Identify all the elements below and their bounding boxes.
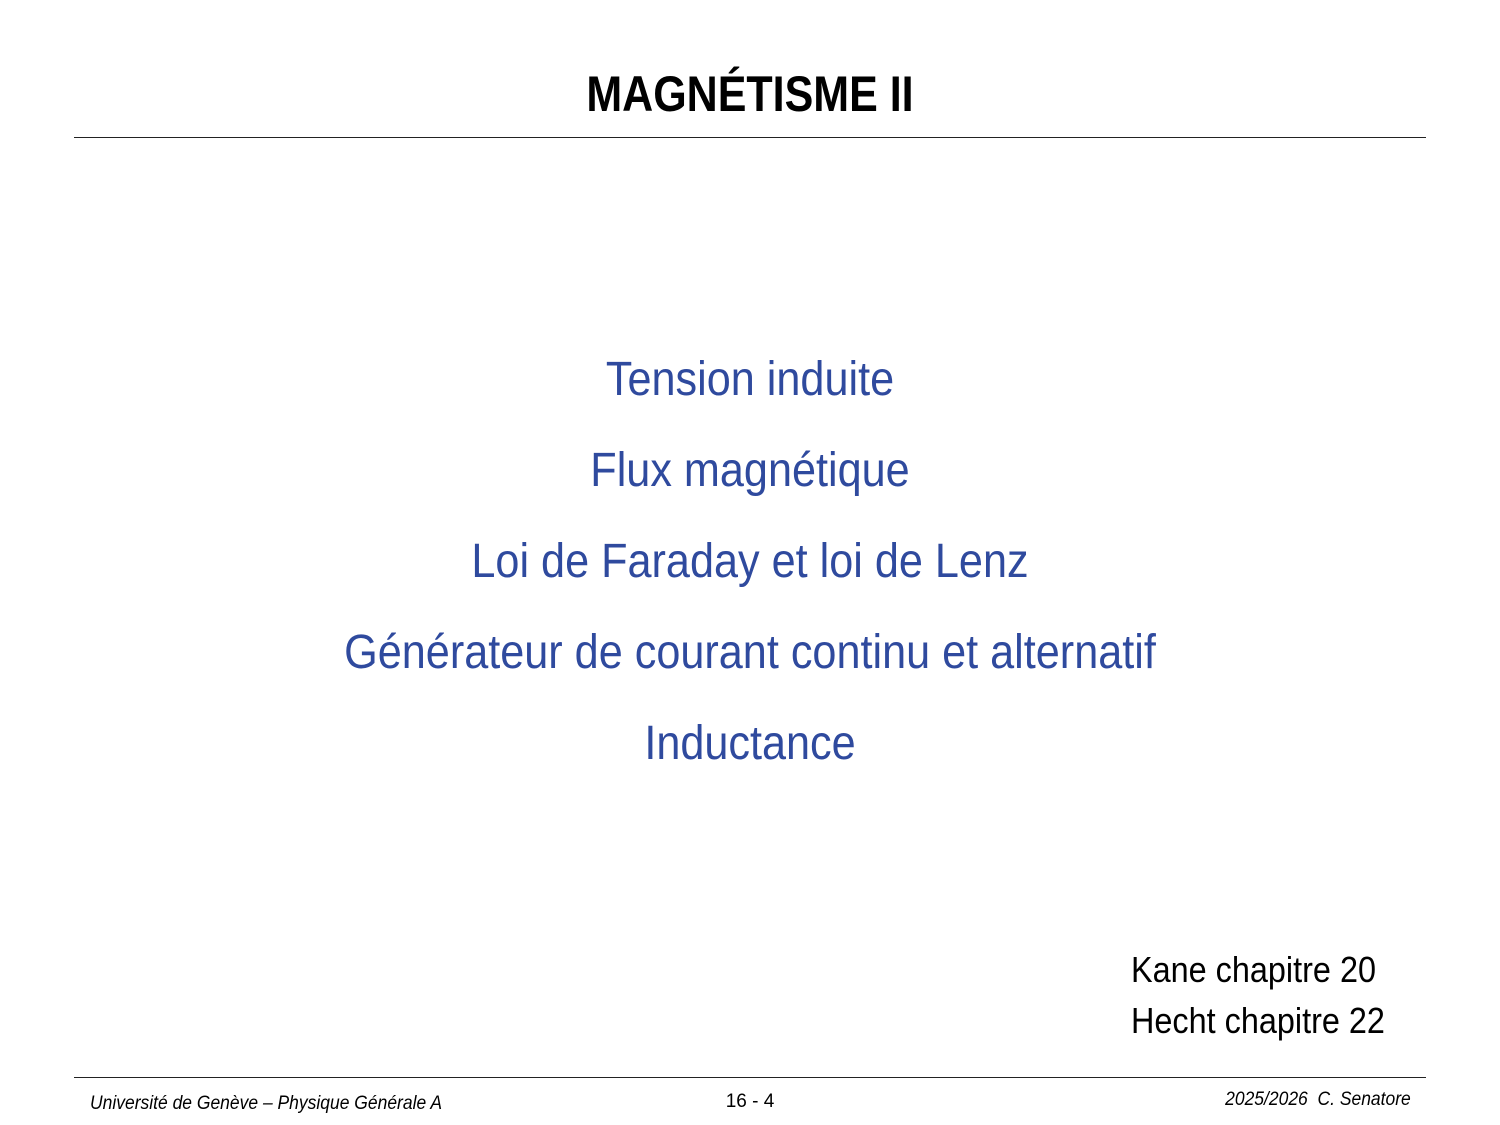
reference-line: Kane chapitre 20 bbox=[1131, 949, 1376, 990]
topic-list bbox=[0, 338, 1500, 793]
page-number: 16 - 4 bbox=[725, 1091, 775, 1112]
footer-institution: Université de Genève – Physique Générale A bbox=[90, 1093, 443, 1114]
topic-item: Tension induite bbox=[605, 353, 895, 406]
title-divider bbox=[74, 137, 1426, 138]
slide-title: MAGNÉTISME II bbox=[586, 66, 914, 122]
footer-divider bbox=[74, 1077, 1426, 1078]
reference-line: Hecht chapitre 22 bbox=[1131, 1000, 1385, 1041]
topic-item: Flux magnétique bbox=[590, 444, 910, 497]
textbook-references bbox=[1131, 944, 1413, 1046]
topic-item: Générateur de courant continu et alternatif bbox=[344, 626, 1156, 679]
topic-item: Inductance bbox=[644, 717, 856, 770]
topic-item: Loi de Faraday et loi de Lenz bbox=[471, 535, 1029, 588]
footer-year-author: 2025/2026 C. Senatore bbox=[1225, 1089, 1411, 1110]
